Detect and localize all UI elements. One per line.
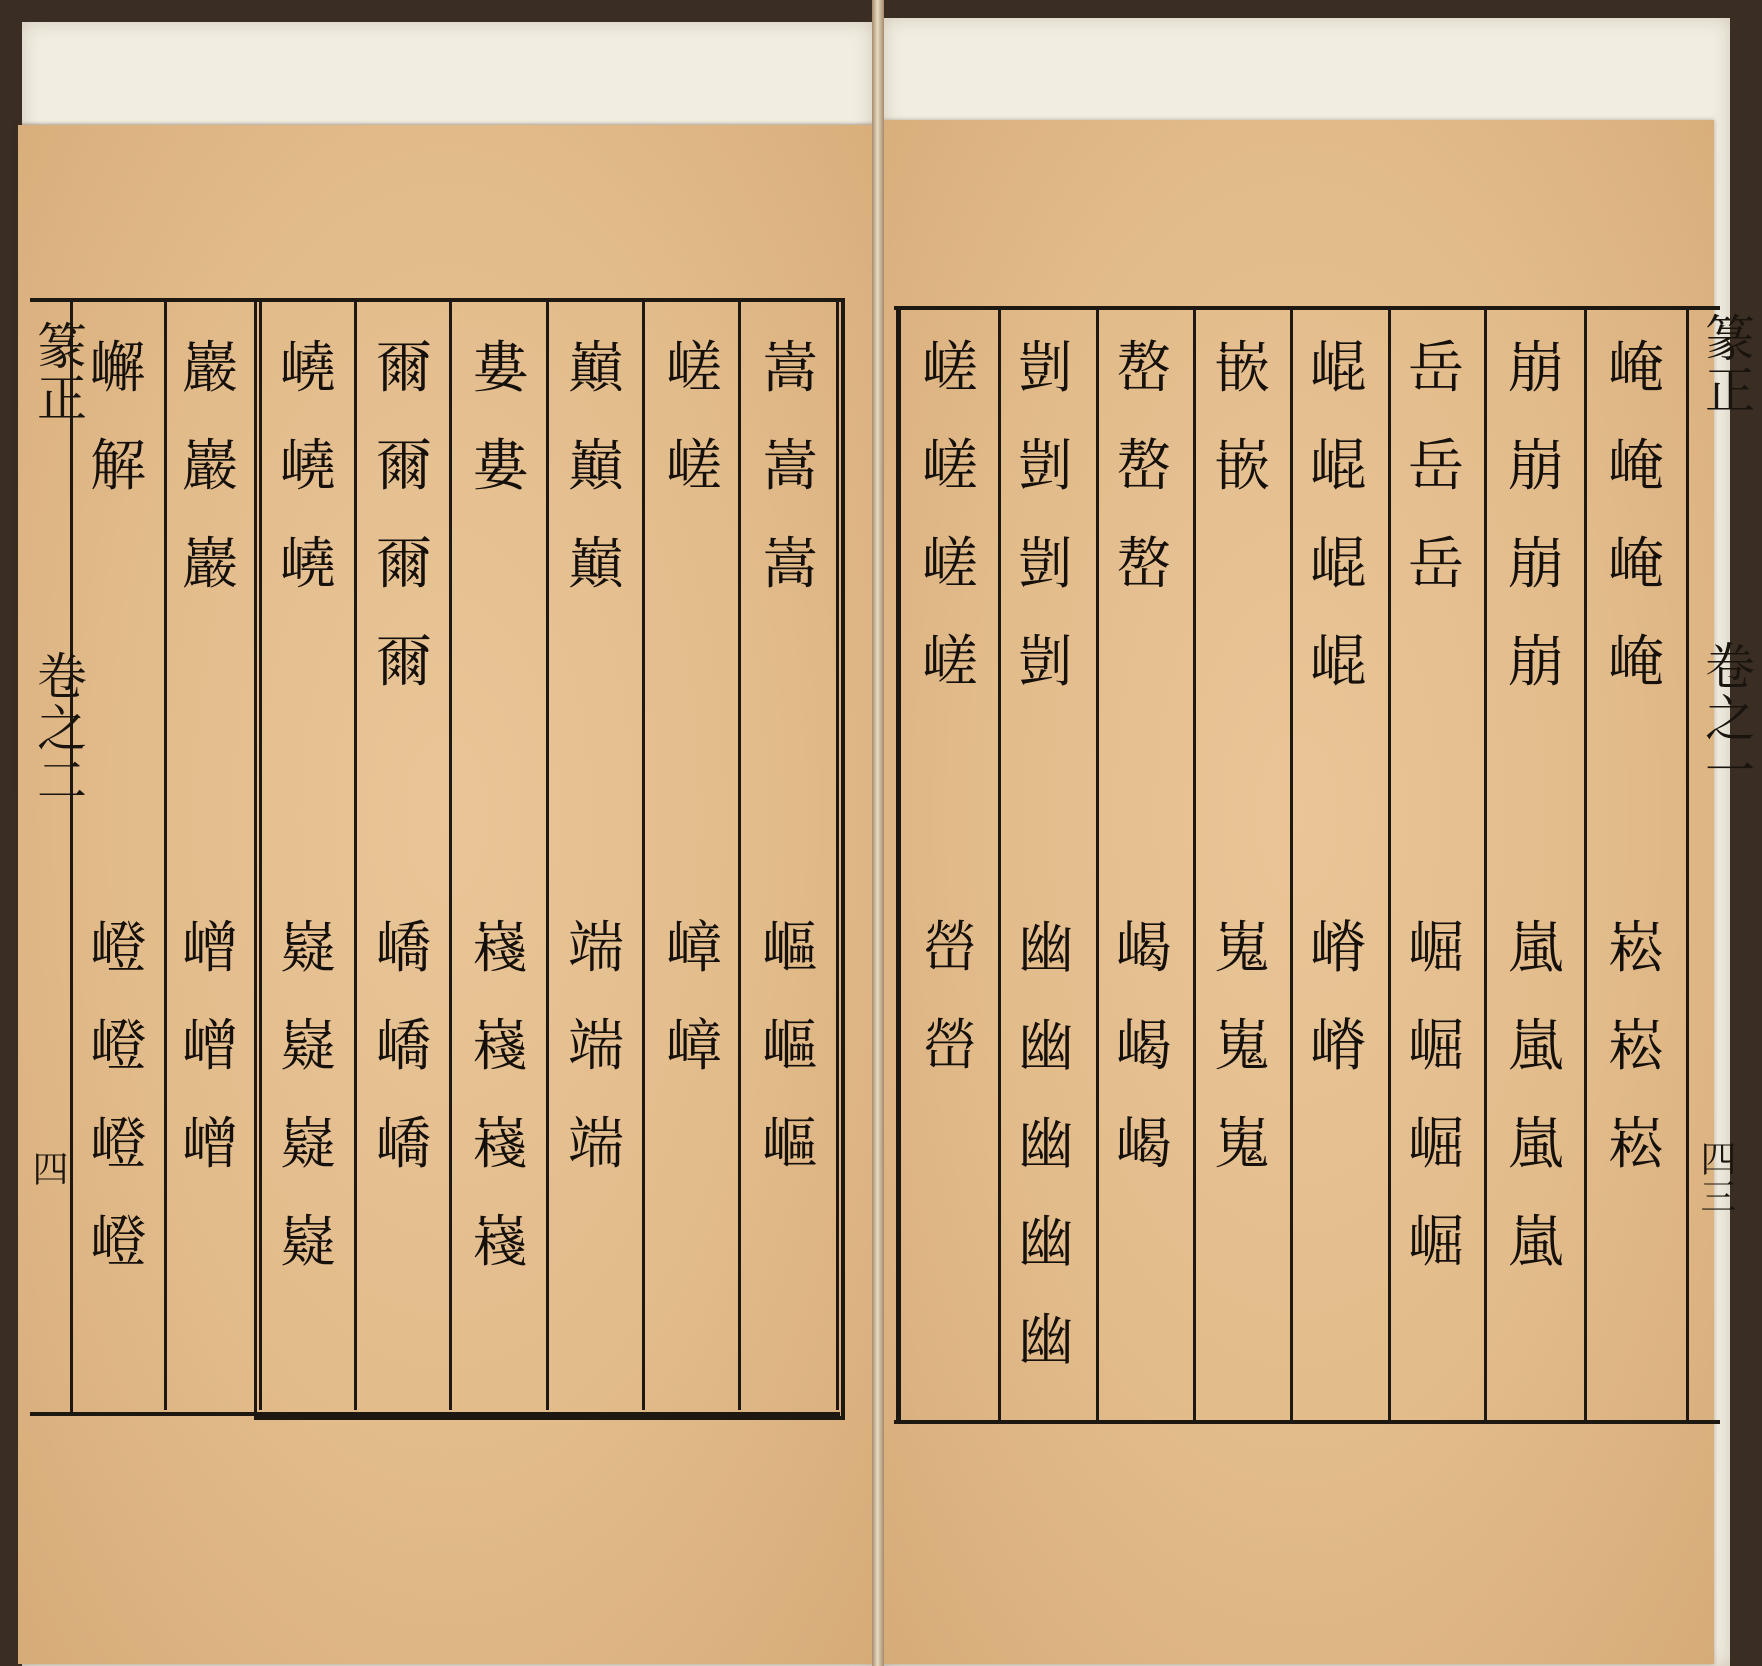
glyph: 崩 bbox=[1508, 336, 1564, 401]
glyph: 端 bbox=[568, 1014, 624, 1079]
glyph: 崐 bbox=[1310, 336, 1366, 401]
glyph: 嶝 bbox=[90, 916, 146, 981]
glyph: 崧 bbox=[1608, 916, 1664, 981]
glyph: 嶷 bbox=[280, 1014, 336, 1079]
left-col-rule bbox=[546, 300, 549, 1410]
glyph: 崩 bbox=[1508, 630, 1564, 695]
glyph-column-lower bbox=[750, 900, 830, 1194]
glyph: 嵬 bbox=[1214, 916, 1270, 981]
left-margin-volume: 卷之二 bbox=[29, 650, 87, 806]
glyph: 崐 bbox=[1310, 434, 1366, 499]
glyph: 崩 bbox=[1508, 532, 1564, 597]
glyph: 嵯 bbox=[666, 434, 722, 499]
glyph: 嵩 bbox=[762, 434, 818, 499]
glyph: 嵌 bbox=[1214, 336, 1270, 401]
glyph: 崛 bbox=[1408, 1014, 1464, 1079]
glyph-column-upper bbox=[170, 320, 250, 614]
glyph: 嵐 bbox=[1508, 1112, 1564, 1177]
glyph: 嶷 bbox=[280, 1210, 336, 1275]
glyph: 岳 bbox=[1408, 532, 1464, 597]
glyph: 崦 bbox=[1608, 532, 1664, 597]
glyph: 婁 bbox=[472, 336, 528, 401]
glyph-column-lower bbox=[556, 900, 636, 1194]
glyph: 嵤 bbox=[922, 1014, 978, 1079]
glyph: 嶠 bbox=[376, 1014, 432, 1079]
glyph-column-lower bbox=[1596, 900, 1676, 1194]
glyph-column-lower bbox=[1104, 900, 1184, 1194]
glyph: 嵤 bbox=[922, 916, 978, 981]
glyph-column-upper bbox=[268, 320, 348, 614]
glyph: 嶘 bbox=[472, 916, 528, 981]
glyph: 巔 bbox=[568, 434, 624, 499]
right-col-rule bbox=[1686, 310, 1689, 1420]
glyph: 嶷 bbox=[280, 916, 336, 981]
glyph-column-lower bbox=[654, 900, 734, 1096]
glyph-column-lower bbox=[910, 900, 990, 1096]
glyph: 嶘 bbox=[472, 1112, 528, 1177]
glyph: 嶘 bbox=[472, 1014, 528, 1079]
glyph: 嶅 bbox=[1116, 336, 1172, 401]
glyph: 嶂 bbox=[666, 1014, 722, 1079]
glyph: 嵐 bbox=[1508, 1014, 1564, 1079]
glyph: 巖 bbox=[182, 336, 238, 401]
glyph: 嶢 bbox=[280, 532, 336, 597]
glyph: 嵯 bbox=[922, 532, 978, 597]
right-col-rule bbox=[1193, 310, 1196, 1420]
left-margin-title: 篆正 bbox=[29, 320, 87, 424]
glyph: 嵯 bbox=[922, 336, 978, 401]
glyph: 嵑 bbox=[1116, 1112, 1172, 1177]
glyph-column-lower bbox=[1496, 900, 1576, 1292]
left-col-rule bbox=[836, 300, 839, 1410]
glyph: 嵯 bbox=[666, 336, 722, 401]
left-col-rule bbox=[642, 300, 645, 1410]
right-margin-folio: 四三 bbox=[1695, 1140, 1736, 1216]
glyph: 嶢 bbox=[280, 434, 336, 499]
glyph-column-upper bbox=[1104, 320, 1184, 614]
left-col-rule bbox=[259, 300, 262, 1410]
glyph: 崦 bbox=[1608, 630, 1664, 695]
glyph-column-upper bbox=[364, 320, 444, 712]
right-col-rule bbox=[1584, 310, 1587, 1420]
glyph: 嵐 bbox=[1508, 916, 1564, 981]
glyph: 崐 bbox=[1310, 630, 1366, 695]
glyph: 嵯 bbox=[922, 434, 978, 499]
glyph: 巖 bbox=[182, 532, 238, 597]
right-top-rule bbox=[894, 306, 1720, 310]
glyph: 嵑 bbox=[1116, 916, 1172, 981]
glyph: 崛 bbox=[1408, 1112, 1464, 1177]
glyph: 嶒 bbox=[182, 1112, 238, 1177]
glyph: 嶷 bbox=[280, 1112, 336, 1177]
glyph: 解 bbox=[90, 434, 146, 499]
glyph-column-lower bbox=[1298, 900, 1378, 1096]
glyph-column-upper bbox=[78, 320, 158, 516]
glyph: 嵴 bbox=[1310, 916, 1366, 981]
right-col-rule bbox=[1096, 310, 1099, 1420]
glyph-column-upper bbox=[1298, 320, 1378, 712]
glyph: 嶝 bbox=[90, 1112, 146, 1177]
glyph: 嶰 bbox=[90, 336, 146, 401]
glyph: 崦 bbox=[1608, 336, 1664, 401]
glyph: 嶝 bbox=[90, 1210, 146, 1275]
right-col-rule bbox=[1484, 310, 1487, 1420]
glyph-column-upper bbox=[460, 320, 540, 516]
left-outer-rule bbox=[70, 300, 73, 1414]
glyph-column-upper bbox=[1396, 320, 1476, 614]
glyph-column-upper bbox=[750, 320, 830, 614]
glyph-column-lower bbox=[364, 900, 444, 1194]
right-col-rule bbox=[1290, 310, 1293, 1420]
glyph: 岳 bbox=[1408, 336, 1464, 401]
glyph: 嶂 bbox=[666, 916, 722, 981]
glyph-column-upper bbox=[1202, 320, 1282, 516]
glyph: 幽 bbox=[1018, 1112, 1074, 1177]
right-col-rule bbox=[1388, 310, 1391, 1420]
glyph: 端 bbox=[568, 916, 624, 981]
glyph-column-upper bbox=[1006, 320, 1086, 712]
glyph: 端 bbox=[568, 1112, 624, 1177]
glyph: 爾 bbox=[376, 532, 432, 597]
glyph: 嶝 bbox=[90, 1014, 146, 1079]
glyph: 爾 bbox=[376, 336, 432, 401]
glyph: 嵩 bbox=[762, 336, 818, 401]
glyph: 婁 bbox=[472, 434, 528, 499]
glyph: 剴 bbox=[1018, 434, 1074, 499]
glyph: 嶅 bbox=[1116, 434, 1172, 499]
glyph: 嶇 bbox=[762, 1112, 818, 1177]
glyph: 崧 bbox=[1608, 1112, 1664, 1177]
right-margin-title: 篆正 bbox=[1697, 312, 1755, 416]
left-col-rule bbox=[449, 300, 452, 1410]
glyph: 崛 bbox=[1408, 916, 1464, 981]
glyph-column-upper bbox=[654, 320, 734, 516]
right-bottom-rule bbox=[894, 1420, 1720, 1424]
glyph: 爾 bbox=[376, 434, 432, 499]
glyph: 崦 bbox=[1608, 434, 1664, 499]
glyph: 嵬 bbox=[1214, 1014, 1270, 1079]
glyph-column-lower bbox=[170, 900, 250, 1194]
glyph: 嵐 bbox=[1508, 1210, 1564, 1275]
glyph: 嶘 bbox=[472, 1210, 528, 1275]
glyph: 剴 bbox=[1018, 532, 1074, 597]
glyph: 嵯 bbox=[922, 630, 978, 695]
glyph: 崛 bbox=[1408, 1210, 1464, 1275]
left-col-rule bbox=[354, 300, 357, 1410]
glyph: 嶒 bbox=[182, 916, 238, 981]
glyph: 嶇 bbox=[762, 1014, 818, 1079]
glyph: 崐 bbox=[1310, 532, 1366, 597]
glyph: 爾 bbox=[376, 630, 432, 695]
right-outer-rule bbox=[896, 306, 901, 1424]
glyph: 幽 bbox=[1018, 1014, 1074, 1079]
glyph: 剴 bbox=[1018, 336, 1074, 401]
glyph-column-lower bbox=[78, 900, 158, 1292]
glyph: 巔 bbox=[568, 336, 624, 401]
glyph-column-lower bbox=[460, 900, 540, 1292]
glyph-column-lower bbox=[1006, 900, 1086, 1390]
glyph: 剴 bbox=[1018, 630, 1074, 695]
glyph: 嵑 bbox=[1116, 1014, 1172, 1079]
glyph: 嶇 bbox=[762, 916, 818, 981]
glyph: 崧 bbox=[1608, 1014, 1664, 1079]
glyph: 嵴 bbox=[1310, 1014, 1366, 1079]
glyph: 嵌 bbox=[1214, 434, 1270, 499]
glyph-column-lower bbox=[1396, 900, 1476, 1292]
glyph: 巖 bbox=[182, 434, 238, 499]
glyph: 嶠 bbox=[376, 1112, 432, 1177]
left-bottom-rule bbox=[30, 1412, 840, 1416]
glyph: 嶠 bbox=[376, 916, 432, 981]
glyph-column-upper bbox=[1596, 320, 1676, 712]
glyph-column-upper bbox=[910, 320, 990, 712]
glyph: 崩 bbox=[1508, 434, 1564, 499]
glyph: 嶢 bbox=[280, 336, 336, 401]
glyph: 幽 bbox=[1018, 1308, 1074, 1373]
glyph-column-upper bbox=[1496, 320, 1576, 712]
glyph: 嵬 bbox=[1214, 1112, 1270, 1177]
right-col-rule bbox=[998, 310, 1001, 1420]
glyph: 嶅 bbox=[1116, 532, 1172, 597]
left-col-rule bbox=[164, 300, 167, 1410]
book-gutter bbox=[872, 0, 884, 1666]
glyph: 巔 bbox=[568, 532, 624, 597]
left-margin-folio: 四 bbox=[27, 1150, 68, 1188]
glyph: 嶒 bbox=[182, 1014, 238, 1079]
glyph: 岳 bbox=[1408, 434, 1464, 499]
glyph-column-lower bbox=[268, 900, 348, 1292]
left-col-rule bbox=[738, 300, 741, 1410]
glyph-column-lower bbox=[1202, 900, 1282, 1194]
glyph: 幽 bbox=[1018, 916, 1074, 981]
glyph-column-upper bbox=[556, 320, 636, 614]
glyph: 嵩 bbox=[762, 532, 818, 597]
glyph: 幽 bbox=[1018, 1210, 1074, 1275]
left-top-rule bbox=[30, 298, 840, 302]
right-margin-volume: 卷之一 bbox=[1697, 640, 1755, 796]
